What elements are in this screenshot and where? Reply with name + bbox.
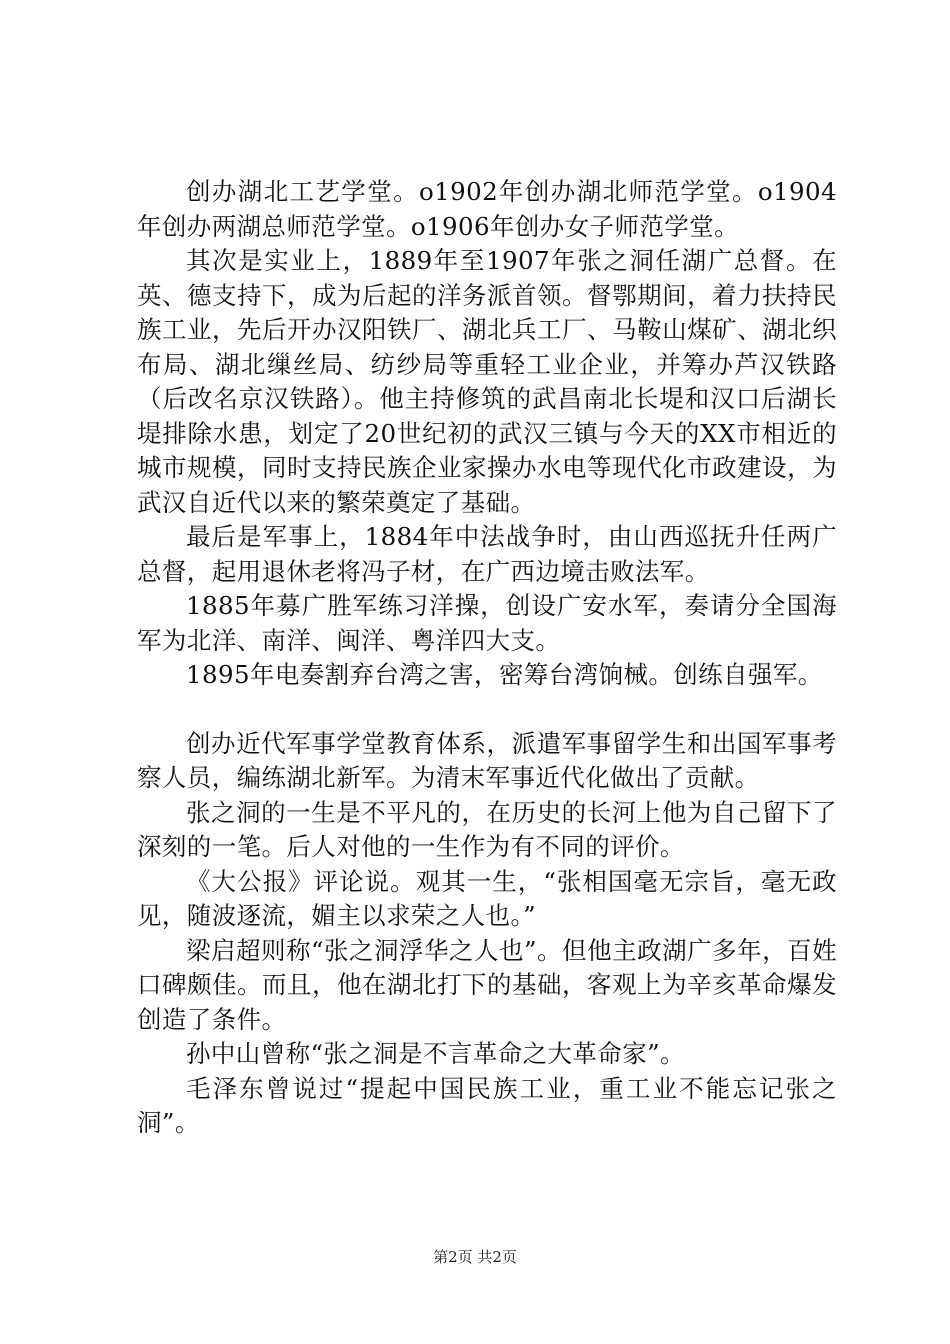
paragraph-9: 梁启超则称“张之洞浮华之人也”。但他主政湖广多年，百姓口碑颇佳。而且，他在湖北打下的基础，客观上为辛亥革命爆发创造了条件。 (137, 935, 837, 1034)
document-body (137, 175, 837, 1141)
paragraph-1: 创办湖北工艺学堂。o1902年创办湖北师范学堂。o1904年创办两湖总师范学堂。o1906年创办女子师范学堂。 (137, 177, 837, 241)
paragraph-6: 创办近代军事学堂教育体系，派遣军事留学生和出国军事考察人员，编练湖北新军。为清末军事近代化做出了贡献。 (137, 728, 837, 792)
paragraph-2: 其次是实业上，1889年至1907年张之洞任湖广总督。在英、德支持下，成为后起的洋务派首领。督鄂期间，着力扶持民族工业，先后开办汉阳铁厂、湖北兵工厂、马鞍山煤矿、湖北织布局、湖北缫丝局、纺纱局等重轻工业企业，并筹办芦汉铁路（后改名京汉铁路）。他主持修筑的武昌南北长堤和汉口后湖长堤排除水患，划定了20世纪初的武汉三镇与今天的XX市相近的城市规模，同时支持民族企业家操办水电等现代化市政建设，为武汉自近代以来的繁荣奠定了基础。 (137, 246, 837, 517)
paragraph-3: 最后是军事上，1884年中法战争时，由山西巡抚升任两广总督，起用退休老将冯子材，在广西边境击败法军。 (137, 522, 837, 586)
paragraph-5: 1895年电奏割弃台湾之害，密筹台湾饷械。创练自强军。 (186, 660, 823, 689)
paragraph-spacer (137, 693, 837, 727)
paragraph-8: 《大公报》评论说。观其一生，“张相国毫无宗旨，毫无政见，随波逐流，媚主以求荣之人也。” (137, 866, 837, 930)
page-footer: 第2页 共2页 (433, 1248, 517, 1266)
paragraph-11: 毛泽东曾说过“提起中国民族工业，重工业不能忘记张之洞”。 (137, 1073, 837, 1137)
paragraph-10: 孙中山曾称“张之洞是不言革命之大革命家”。 (186, 1039, 685, 1068)
paragraph-7: 张之洞的一生是不平凡的，在历史的长河上他为自己留下了深刻的一笔。后人对他的一生作为有不同的评价。 (137, 797, 837, 861)
paragraph-4: 1885年募广胜军练习洋操，创设广安水军，奏请分全国海军为北洋、南洋、闽洋、粤洋四大支。 (137, 591, 837, 655)
